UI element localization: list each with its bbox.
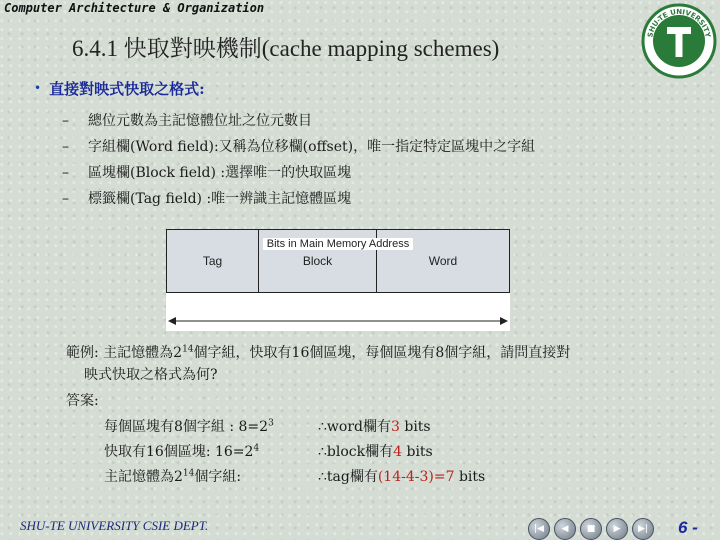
answer-label: 答案: xyxy=(66,393,99,409)
sub-item: – 總位元數為主記憶體位址之位元數目 xyxy=(62,113,312,129)
university-logo xyxy=(640,2,718,80)
answer-row-right: ∴tag欄有(14-4-3)=7 bits xyxy=(318,469,486,485)
answer-row-right: ∴word欄有3 bits xyxy=(318,419,431,435)
example-question-cont: 映式快取之格式為何? xyxy=(84,367,218,383)
svg-text:SHU-TE UNIVERSITY: SHU-TE UNIVERSITY xyxy=(646,7,712,39)
bullet-dot-icon: • xyxy=(34,81,42,95)
address-format-diagram xyxy=(166,229,510,331)
arrow-label: Bits in Main Memory Address xyxy=(166,238,510,250)
tag-field: Tag xyxy=(166,229,258,293)
answer-row-left: 快取有16個區塊: $16=2^4$ xyxy=(104,443,260,460)
last-slide-icon[interactable]: ▶| xyxy=(632,518,654,540)
previous-slide-icon[interactable]: ◀ xyxy=(554,518,576,540)
bullet-heading: 直接對映式快取之格式: xyxy=(49,80,205,98)
address-arrow xyxy=(166,305,510,325)
slide-title: 6.4.1 快取對映機制(cache mapping schemes) xyxy=(72,36,500,61)
course-title: Computer Architecture & Organization xyxy=(4,1,265,15)
example-question: 範例: 主記憶體為$2^{14}$個字組，快取有16個區塊，每個區塊有8個字組，請問直接對 xyxy=(66,344,571,361)
sub-item: – 標籤欄(Tag field) :唯一辨識主記憶體區塊 xyxy=(62,191,352,207)
answer-row-left: 主記憶體為$2^{14}$個字組: xyxy=(104,468,242,485)
sub-item: – 字組欄(Word field):又稱為位移欄(offset)，唯一指定特定區塊中之字組 xyxy=(62,139,536,155)
slide-nav xyxy=(528,518,654,540)
bullet-heading-row xyxy=(34,78,205,99)
home-slide-icon[interactable]: ■ xyxy=(580,518,602,540)
next-slide-icon[interactable]: ▶ xyxy=(606,518,628,540)
block-field: Block xyxy=(258,229,376,293)
answer-row-right: ∴block欄有4 bits xyxy=(318,444,433,460)
answer-row-left: 每個區塊有8個字組 : $8=2^3$ xyxy=(104,418,274,435)
first-slide-icon[interactable]: |◀ xyxy=(528,518,550,540)
word-field: Word xyxy=(376,229,510,293)
page-number: 6 - xyxy=(678,518,698,537)
sub-item: – 區塊欄(Block field) :選擇唯一的快取區塊 xyxy=(62,165,352,181)
footer-dept: SHU-TE UNIVERSITY CSIE DEPT. xyxy=(20,518,209,533)
